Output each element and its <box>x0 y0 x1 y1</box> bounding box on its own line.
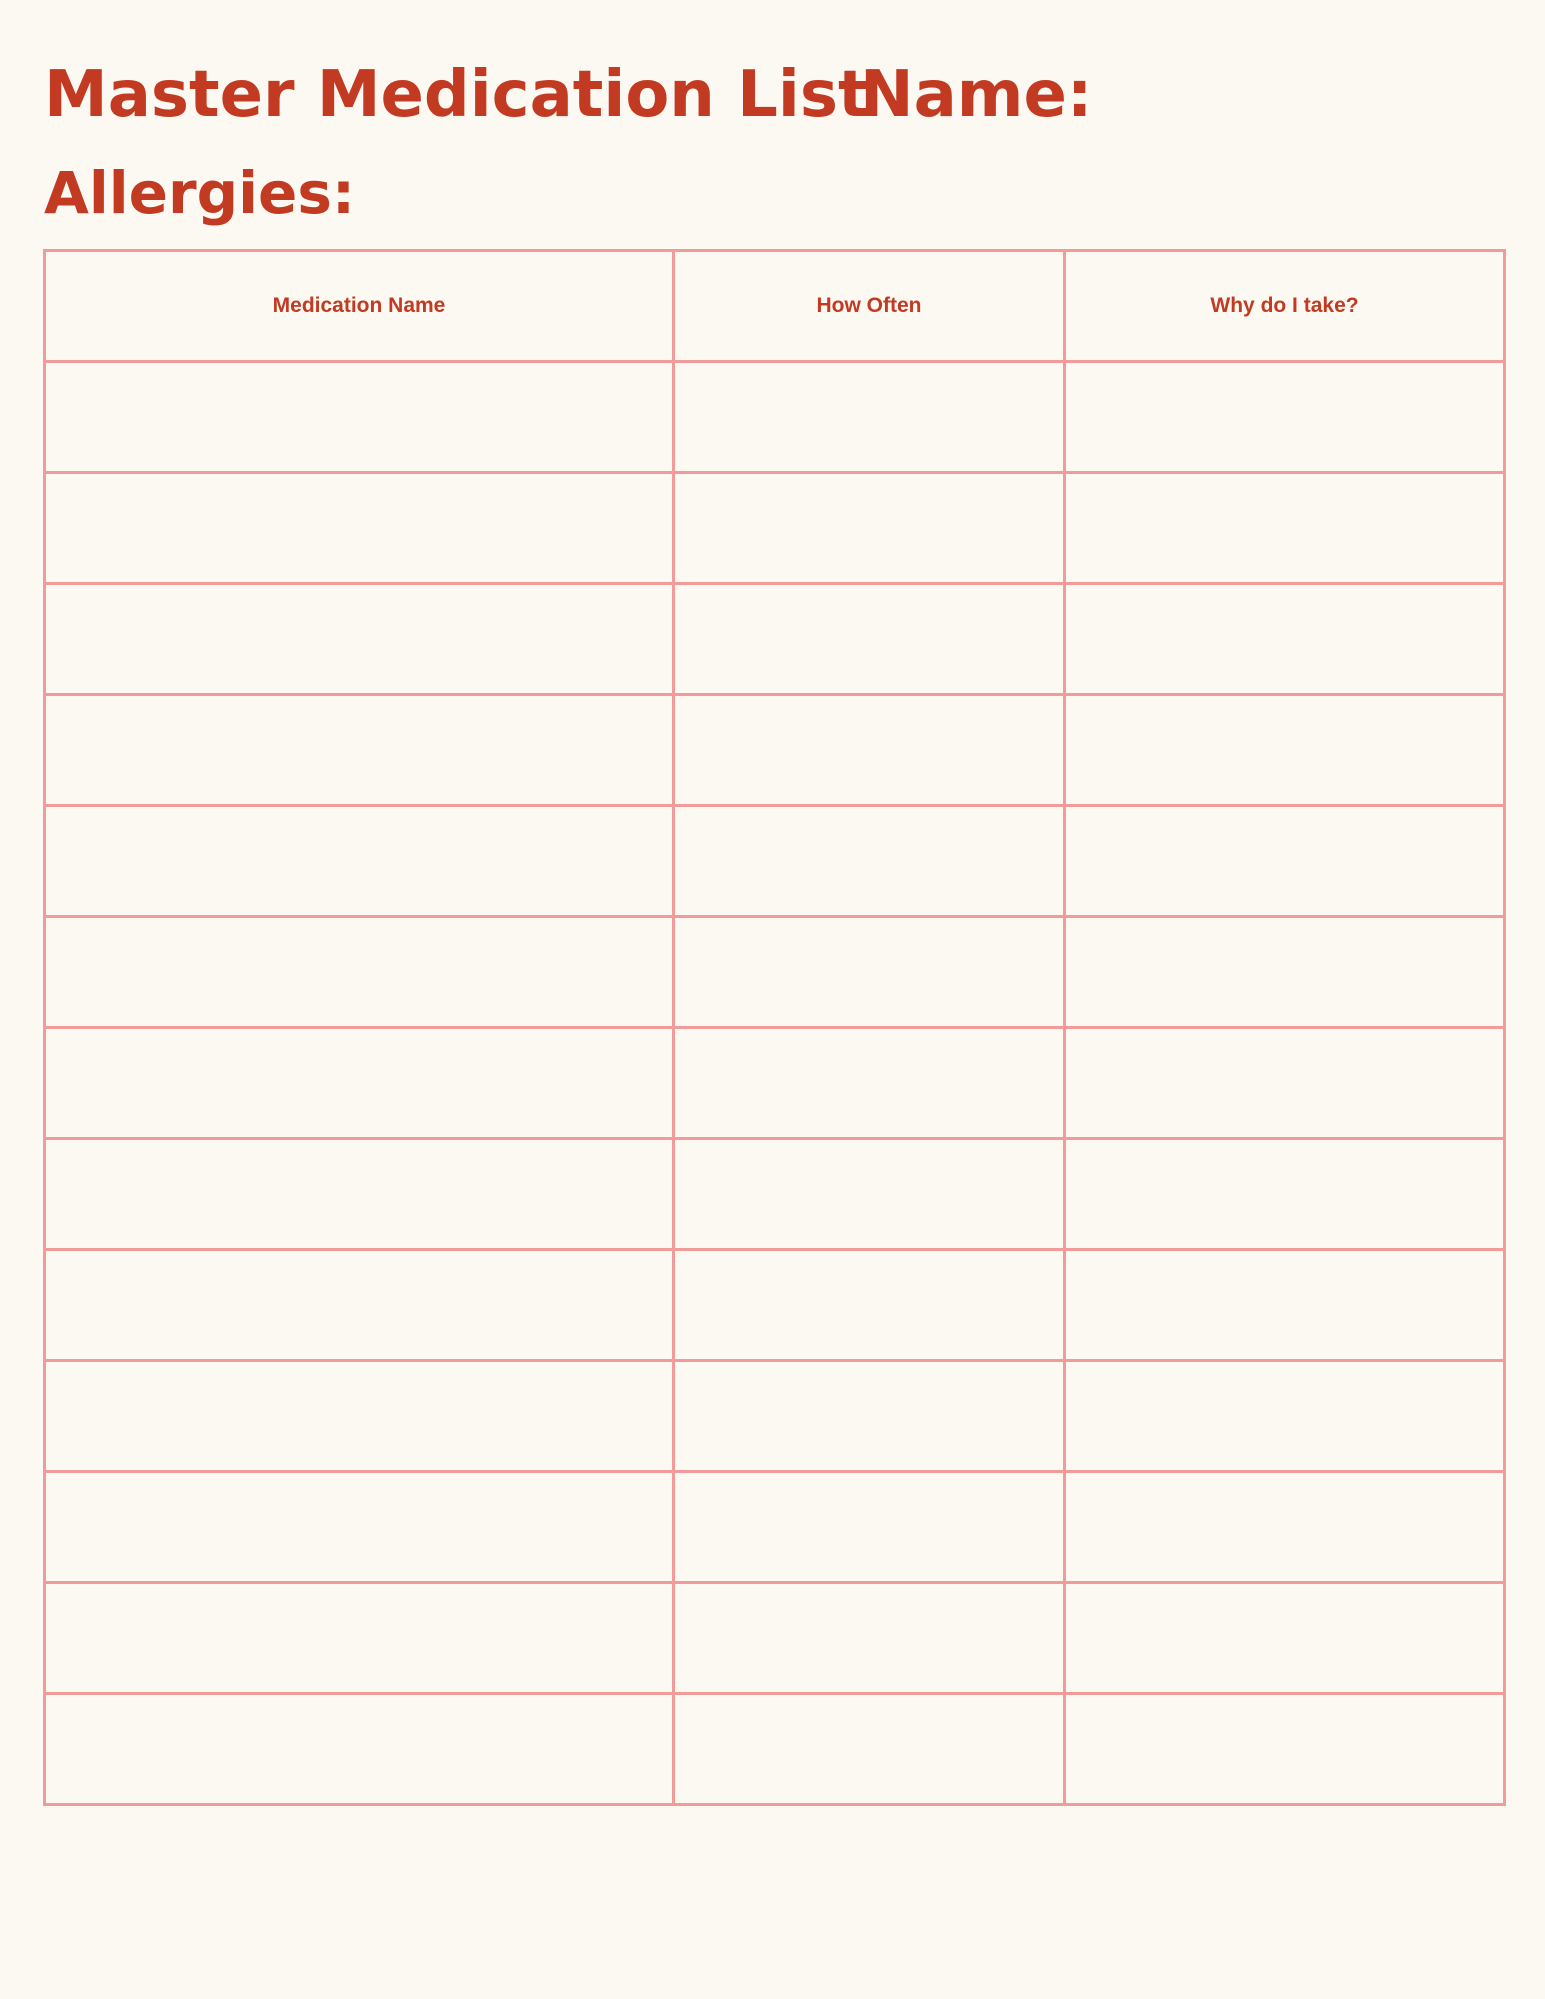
table-row <box>45 1250 1505 1361</box>
column-header-medication-name: Medication Name <box>45 251 674 362</box>
page-title: Master Medication List <box>44 58 869 132</box>
why-do-i-take-cell[interactable] <box>1065 917 1505 1028</box>
allergies-label: Allergies: <box>44 159 356 227</box>
table-row <box>45 1694 1505 1805</box>
table-row <box>45 695 1505 806</box>
medication-name-cell[interactable] <box>45 1583 674 1694</box>
medication-name-cell[interactable] <box>45 917 674 1028</box>
how-often-cell[interactable] <box>674 917 1065 1028</box>
how-often-cell[interactable] <box>674 1694 1065 1805</box>
table-row <box>45 1583 1505 1694</box>
table-row <box>45 362 1505 473</box>
table-row <box>45 806 1505 917</box>
table-row <box>45 584 1505 695</box>
how-often-cell[interactable] <box>674 1028 1065 1139</box>
why-do-i-take-cell[interactable] <box>1065 473 1505 584</box>
how-often-cell[interactable] <box>674 1250 1065 1361</box>
how-often-cell[interactable] <box>674 473 1065 584</box>
name-label: Name: <box>860 58 1093 132</box>
medication-name-cell[interactable] <box>45 1028 674 1139</box>
why-do-i-take-cell[interactable] <box>1065 584 1505 695</box>
medication-name-cell[interactable] <box>45 362 674 473</box>
table-row <box>45 1472 1505 1583</box>
why-do-i-take-cell[interactable] <box>1065 1361 1505 1472</box>
how-often-cell[interactable] <box>674 695 1065 806</box>
medication-name-cell[interactable] <box>45 1472 674 1583</box>
why-do-i-take-cell[interactable] <box>1065 1583 1505 1694</box>
how-often-cell[interactable] <box>674 806 1065 917</box>
medication-name-cell[interactable] <box>45 1694 674 1805</box>
why-do-i-take-cell[interactable] <box>1065 1472 1505 1583</box>
why-do-i-take-cell[interactable] <box>1065 362 1505 473</box>
why-do-i-take-cell[interactable] <box>1065 1139 1505 1250</box>
why-do-i-take-cell[interactable] <box>1065 806 1505 917</box>
why-do-i-take-cell[interactable] <box>1065 1694 1505 1805</box>
how-often-cell[interactable] <box>674 584 1065 695</box>
medication-table <box>43 249 1506 1806</box>
how-often-cell[interactable] <box>674 362 1065 473</box>
how-often-cell[interactable] <box>674 1361 1065 1472</box>
why-do-i-take-cell[interactable] <box>1065 1250 1505 1361</box>
medication-name-cell[interactable] <box>45 695 674 806</box>
why-do-i-take-cell[interactable] <box>1065 1028 1505 1139</box>
table-row <box>45 1139 1505 1250</box>
medication-name-cell[interactable] <box>45 1139 674 1250</box>
medication-name-cell[interactable] <box>45 1250 674 1361</box>
medication-name-cell[interactable] <box>45 584 674 695</box>
medication-name-cell[interactable] <box>45 473 674 584</box>
medication-name-cell[interactable] <box>45 1361 674 1472</box>
column-header-why-do-i-take: Why do I take? <box>1065 251 1505 362</box>
why-do-i-take-cell[interactable] <box>1065 695 1505 806</box>
column-header-how-often: How Often <box>674 251 1065 362</box>
table-row <box>45 917 1505 1028</box>
how-often-cell[interactable] <box>674 1139 1065 1250</box>
medication-name-cell[interactable] <box>45 806 674 917</box>
how-often-cell[interactable] <box>674 1472 1065 1583</box>
table-row <box>45 1028 1505 1139</box>
how-often-cell[interactable] <box>674 1583 1065 1694</box>
table-row <box>45 1361 1505 1472</box>
table-header-row <box>45 251 1505 362</box>
table-row <box>45 473 1505 584</box>
